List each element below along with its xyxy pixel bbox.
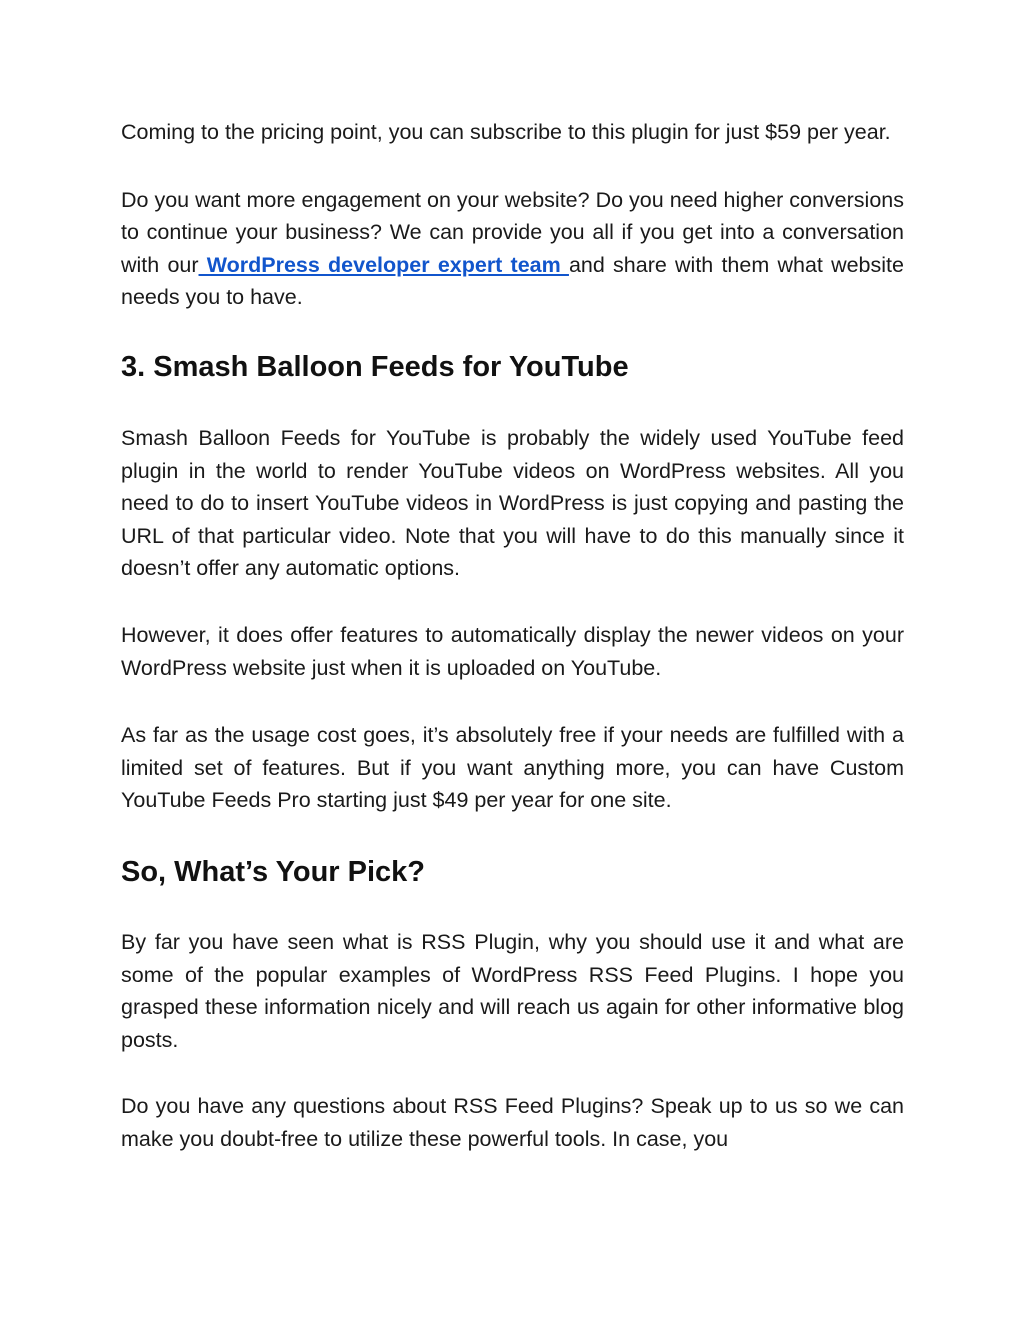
paragraph-summary: By far you have seen what is RSS Plugin, why you should use it and what are some of the popular examples of WordPress RSS Feed Plugins. I hope you grasped these information nicely and will reach us again for other informative blog posts. bbox=[121, 929, 904, 1052]
document-page bbox=[121, 116, 904, 1155]
paragraph-pricing: Coming to the pricing point, you can subscribe to this plugin for just $59 per year. bbox=[121, 120, 891, 144]
paragraph-smash-cost: As far as the usage cost goes, it’s absolutely free if your needs are fulfilled with a limited set of features. But if you want anything more, you can have Custom YouTube Feeds Pro starting just $49 per year for one site. bbox=[121, 723, 904, 813]
heading-smash-balloon: 3. Smash Balloon Feeds for YouTube bbox=[121, 350, 629, 383]
heading-whats-your-pick: So, What’s Your Pick? bbox=[121, 855, 426, 888]
paragraph-smash-features: However, it does offer features to automatically display the newer videos on your WordPress website just when it is uploaded on YouTube. bbox=[121, 622, 904, 680]
paragraph-engagement-text-start: Do you want more engagement on your website? Do you need higher conversions to continue your business? We can provide you all if you get into a conversation with our bbox=[121, 187, 904, 277]
paragraph-smash-intro: Smash Balloon Feeds for YouTube is probably the widely used YouTube feed plugin in the world to render YouTube videos on WordPress websites. All you need to do to insert YouTube videos in WordPress is just copying and pasting the URL of that particular video. Note that you will have to do this manually since it doesn’t offer any automatic options. bbox=[121, 425, 904, 581]
paragraph-engagement-text-end: and share with them what website needs you to have. bbox=[121, 252, 904, 310]
wordpress-developer-team-link[interactable]: WordPress developer expert team bbox=[198, 252, 569, 277]
paragraph-questions: Do you have any questions about RSS Feed Plugins? Speak up to us so we can make you doubt-free to utilize these powerful tools. In case, you bbox=[121, 1094, 904, 1151]
paragraph-engagement bbox=[121, 184, 904, 314]
